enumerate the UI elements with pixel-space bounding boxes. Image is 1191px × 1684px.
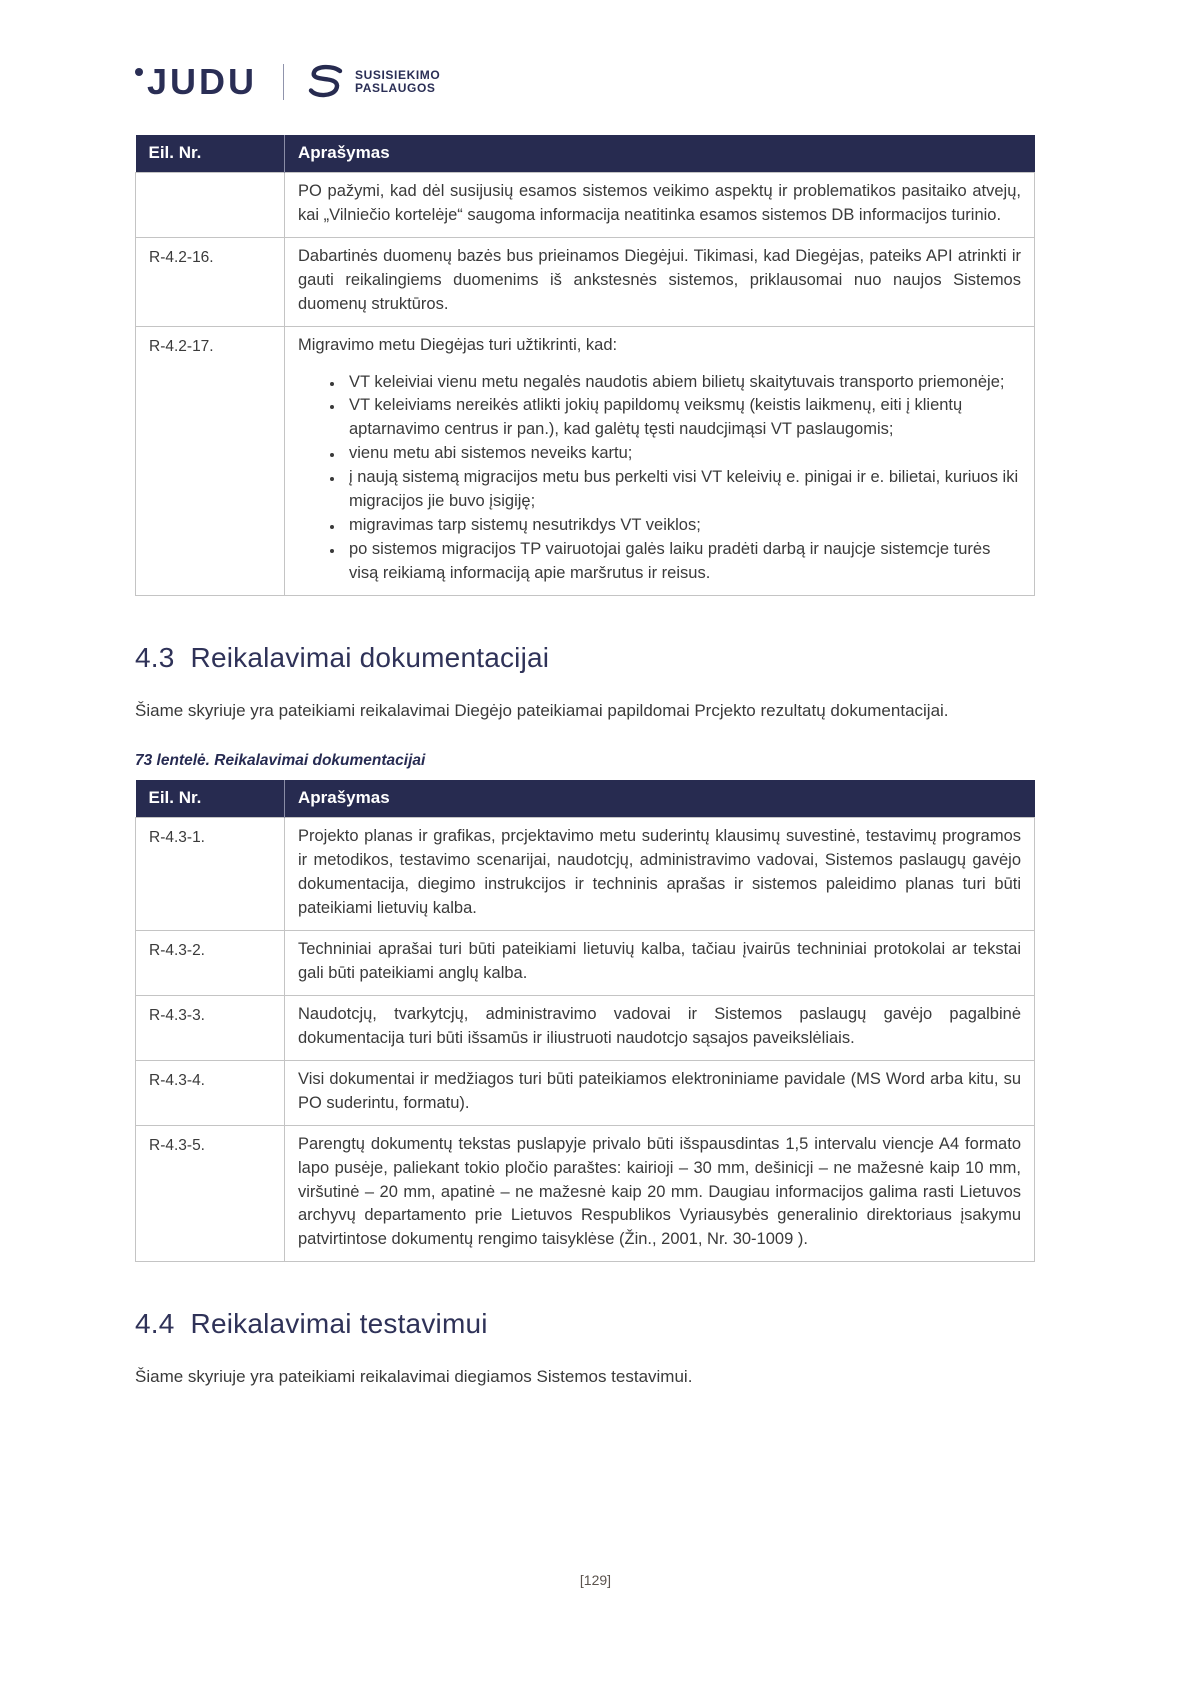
table-row bbox=[136, 237, 1035, 326]
bullet-item: • į naują sistemą migracijos metu bus perkelti visi VT keleivių e. pinigai ir e. bilietai, kuriuos iki migracijos jie buvo įsigiję; bbox=[344, 466, 1021, 514]
req-description-cell: Dabartinės duomenų bazės bus prieinamos Diegėjui. Tikimasi, kad Diegėjas, pateiks API atrinkti ir gauti reikalingiems duomenims iš ankstesnės sistemos, priklausomai nuo naujos Sistemos duomenų struktūros. bbox=[285, 237, 1035, 326]
column-header-aprasymas: Aprašymas bbox=[285, 780, 1035, 818]
section-title: Reikalavimai testavimui bbox=[190, 1308, 488, 1340]
section-heading-4-3 bbox=[135, 642, 1035, 674]
page-number: [129] bbox=[579, 1572, 612, 1588]
req-id-cell: R-4.2-17. bbox=[136, 326, 285, 595]
req-intro-text: Migravimo metu Diegėjas turi užtikrinti, kad: bbox=[298, 335, 618, 354]
partner-name bbox=[355, 69, 440, 96]
bullet-item: • VT keleiviams nereikės atlikti jokių papildomų veiksmų (keistis laikmenų, eiti į klientų aptarnavimo centrus ir pan.), kad galėtų tęsti naudcjimąsi VT paslaugomis; bbox=[344, 394, 1021, 442]
section-number: 4.3 bbox=[135, 641, 175, 673]
bullet-item: • vienu metu abi sistemos neveiks kartu; bbox=[344, 442, 1021, 466]
table-row bbox=[136, 1060, 1035, 1125]
table-row bbox=[136, 996, 1035, 1061]
req-description-cell: Naudotcjų, tvarkytcjų, administravimo vadovai ir Sistemos paslaugų gavėjo pagalbinė dokumentacija turi būti išsamūs ir iliustruoti naudotcjo sąsajos paveikslėliais. bbox=[285, 996, 1035, 1061]
table-row bbox=[136, 818, 1035, 931]
judu-wordmark: JUDU bbox=[147, 61, 258, 102]
req-description-cell: Techniniai aprašai turi būti pateikiami lietuvių kalba, tačiau įvairūs techniniai protokolai ar tekstai gali būti pateikiami anglų kalba. bbox=[285, 931, 1035, 996]
table-row bbox=[136, 173, 1035, 238]
bullet-item: • migravimas tarp sistemų nesutrikdys VT veiklos; bbox=[344, 514, 1021, 538]
susisiekimo-paslaugos-logo bbox=[306, 64, 440, 100]
judu-logo bbox=[135, 61, 257, 103]
column-header-eil-nr: Eil. Nr. bbox=[136, 135, 285, 173]
column-header-eil-nr: Eil. Nr. bbox=[136, 780, 285, 818]
table-caption: 73 lentelė. Reikalavimai dokumentacijai bbox=[135, 752, 426, 770]
table-row bbox=[136, 326, 1035, 595]
req-id-cell: R-4.3-5. bbox=[136, 1125, 285, 1262]
requirements-table-r43 bbox=[135, 780, 1035, 1262]
section-intro-paragraph: Šiame skyriuje yra pateikiami reikalavimai Diegėjo pateikiamai papildomai Prcjekto rezultatų dokumentacijai. bbox=[135, 700, 949, 720]
requirements-table-r42 bbox=[135, 135, 1035, 596]
table-header-row bbox=[136, 135, 1035, 173]
req-description-cell: Projekto planas ir grafikas, prcjektavimo metu suderintų klausimų suvestinė, testavimų programos ir metodikos, testavimo scenarijai, naudotcjų, administravimo vadovai, Sistemos paslaugų gavėjo dokumentacija, diegimo instrukcijos ir techninis aprašas ir sistemos paleidimo planas turi būti pateikiami lietuvių kalba. bbox=[285, 818, 1035, 931]
req-description-cell: Visi dokumentai ir medžiagos turi būti pateikiamos elektroniniame pavidale (MS Word arba kitu, su PO suderintu, formatu). bbox=[285, 1060, 1035, 1125]
table-header-row bbox=[136, 780, 1035, 818]
req-description-cell bbox=[285, 326, 1035, 595]
req-description-cell: PO pažymi, kad dėl susijusių esamos sistemos veikimo aspektų ir problematikos pasitaiko atvejų, kai „Vilniečio kortelėje“ saugoma informacija neatitinka esamos sistemos DB informacijos turinio. bbox=[285, 173, 1035, 238]
req-id-cell: R-4.2-16. bbox=[136, 237, 285, 326]
partner-name-line2: PASLAUGOS bbox=[355, 81, 436, 95]
req-id-cell: R-4.3-3. bbox=[136, 996, 285, 1061]
section-heading-4-4 bbox=[135, 1308, 1035, 1340]
table-row bbox=[136, 931, 1035, 996]
bullet-item: • po sistemos migracijos TP vairuotojai galės laiku pradėti darbą ir naujcje sistemcje turės visą reikiamą informaciją apie maršrutus ir reisus. bbox=[344, 538, 1021, 586]
column-header-aprasymas: Aprašymas bbox=[285, 135, 1035, 173]
s-swoosh-icon bbox=[306, 64, 346, 100]
logo-divider bbox=[283, 64, 284, 100]
page-header-logos bbox=[135, 0, 1035, 108]
req-id-cell: R-4.3-1. bbox=[136, 818, 285, 931]
bullet-list bbox=[298, 371, 1021, 586]
bullet-item: • VT keleiviai vienu metu negalės naudotis abiem bilietų skaitytuvais transporto priemonėje; bbox=[344, 371, 1021, 395]
req-id-cell: R-4.3-4. bbox=[136, 1060, 285, 1125]
req-description-cell: Parengtų dokumentų tekstas puslapyje privalo būti išspausdintas 1,5 intervalu viencje A4 formato lapo pusėje, paliekant tokio pločio paraštes: kairioji – 30 mm, dešinicji – ne mažesnė kaip 10 mm, viršutinė – 20 mm, apatinė – ne mažesnė kaip 20 mm. Daugiau informacijos galima rasti Lietuvos archyvų departamento prie Lietuvos Respublikos Vyriausybės generalinio direktoriaus įsakymu patvirtintose dokumentų rengimo taisyklėse (Žin., 2001, Nr. 30-1009 ). bbox=[285, 1125, 1035, 1262]
req-id-cell bbox=[136, 173, 285, 238]
section-number: 4.4 bbox=[135, 1308, 175, 1340]
judu-dot-icon bbox=[135, 68, 143, 76]
section-title: Reikalavimai dokumentacijai bbox=[190, 641, 550, 673]
req-id-cell: R-4.3-2. bbox=[136, 931, 285, 996]
table-row bbox=[136, 1125, 1035, 1262]
section-intro-paragraph: Šiame skyriuje yra pateikiami reikalavimai diegiamos Sistemos testavimui. bbox=[135, 1367, 693, 1387]
partner-name-line1: SUSISIEKIMO bbox=[355, 67, 441, 82]
